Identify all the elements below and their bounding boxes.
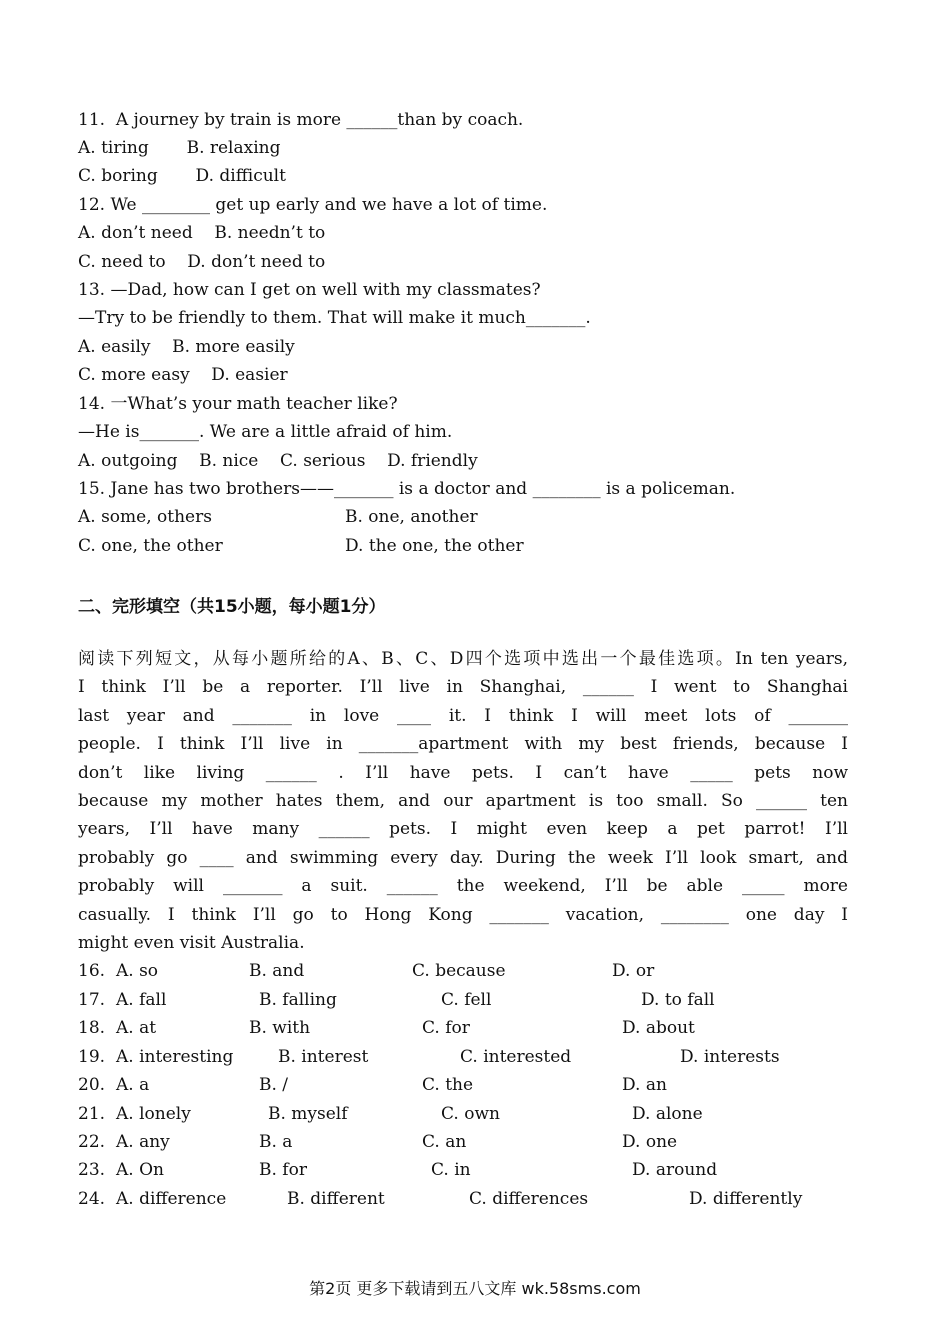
option-c: C. fell xyxy=(441,990,492,1010)
question-15-stem: 15. Jane has two brothers——_______ is a doctor and ________ is a policeman. xyxy=(78,479,736,499)
option-b: B. interest xyxy=(278,1047,369,1067)
option-a: A. fall xyxy=(116,990,167,1010)
page-footer: 第2页 更多下载请到五八文库 wk.58sms.com xyxy=(309,1279,641,1298)
question-number: 20. xyxy=(78,1075,106,1095)
option-b: B. a xyxy=(259,1132,293,1152)
question-15-option-c: C. one, the other xyxy=(78,536,223,556)
question-number: 24. xyxy=(78,1189,106,1209)
option-a: A. at xyxy=(116,1018,157,1038)
question-14-reply: —He is_______. We are a little afraid of him. xyxy=(78,422,453,442)
option-a: A. difference xyxy=(116,1189,227,1209)
option-c: C. the xyxy=(422,1075,474,1095)
passage-line: because my mother hates them, and our apartment is too small. So ______ ten xyxy=(78,791,848,811)
passage-line: people. I think I’ll live in _______apartment with my best friends, because I xyxy=(78,734,848,754)
option-d: D. or xyxy=(612,961,655,981)
question-14-options-row1: A. outgoing B. nice C. serious D. friendly xyxy=(78,451,478,471)
question-12-stem: 12. We ________ get up early and we have a lot of time. xyxy=(78,195,548,215)
option-d: D. alone xyxy=(632,1104,703,1124)
passage-line: I think I’ll be a reporter. I’ll live in Shanghai, ______ I went to Shanghai xyxy=(78,677,848,697)
passage-line: probably will _______ a suit. ______ the weekend, I’ll be able _____ more xyxy=(78,876,848,896)
option-b: B. for xyxy=(259,1160,307,1180)
question-11-stem: 11. A journey by train is more ______than by coach. xyxy=(78,110,524,130)
passage-line: don’t like living ______ . I’ll have pets. I can’t have _____ pets now xyxy=(78,763,848,783)
option-b: B. with xyxy=(249,1018,311,1038)
option-c: C. interested xyxy=(460,1047,572,1067)
option-b: B. / xyxy=(259,1075,289,1095)
option-a: A. lonely xyxy=(116,1104,191,1124)
option-a: A. any xyxy=(116,1132,170,1152)
option-d: D. around xyxy=(632,1160,718,1180)
option-c: C. for xyxy=(422,1018,470,1038)
passage-line: casually. I think I’ll go to Hong Kong _______ vacation, ________ one day I xyxy=(78,905,848,925)
option-c: C. differences xyxy=(469,1189,589,1209)
option-a: A. a xyxy=(116,1075,150,1095)
passage-line: might even visit Australia. xyxy=(78,933,305,953)
passage-line: years, I’ll have many ______ pets. I might even keep a pet parrot! I’ll xyxy=(78,819,848,839)
passage-line: last year and _______ in love ____ it. I think I will meet lots of _______ xyxy=(78,706,848,726)
question-15-option-a: A. some, others xyxy=(78,507,212,527)
option-a: A. interesting xyxy=(116,1047,234,1067)
option-c: C. in xyxy=(431,1160,471,1180)
option-b: B. falling xyxy=(259,990,337,1010)
option-d: D. one xyxy=(622,1132,678,1152)
question-13-options-row1: A. easily B. more easily xyxy=(78,337,295,357)
option-d: D. an xyxy=(622,1075,667,1095)
question-number: 22. xyxy=(78,1132,106,1152)
question-13-reply: —Try to be friendly to them. That will make it much_______. xyxy=(78,308,591,328)
question-number: 18. xyxy=(78,1018,106,1038)
question-15-option-b: B. one, another xyxy=(345,507,478,527)
question-15-option-d: D. the one, the other xyxy=(345,536,524,556)
option-d: D. interests xyxy=(680,1047,780,1067)
question-number: 21. xyxy=(78,1104,106,1124)
question-12-options-row1: A. don’t need B. needn’t to xyxy=(78,223,326,243)
option-d: D. about xyxy=(622,1018,695,1038)
question-14-stem: 14. 一What’s your math teacher like? xyxy=(78,394,398,414)
option-b: B. different xyxy=(287,1189,385,1209)
question-11-options-row2: C. boring D. difficult xyxy=(78,166,286,186)
passage-line: 阅读下列短文，从每小题所给的A、B、C、D四个选项中选出一个最佳选项。In ten years, xyxy=(78,649,848,669)
question-12-options-row2: C. need to D. don’t need to xyxy=(78,252,326,272)
option-d: D. to fall xyxy=(641,990,715,1010)
question-number: 19. xyxy=(78,1047,106,1067)
question-number: 23. xyxy=(78,1160,106,1180)
option-b: B. and xyxy=(249,961,305,981)
option-c: C. own xyxy=(441,1104,500,1124)
question-number: 16. xyxy=(78,961,106,981)
passage-line: probably go ____ and swimming every day. During the week I’ll look smart, and xyxy=(78,848,848,868)
section-heading: 二、完形填空（共15小题，每小题1分） xyxy=(78,597,386,617)
question-13-options-row2: C. more easy D. easier xyxy=(78,365,288,385)
option-d: D. differently xyxy=(689,1189,803,1209)
option-a: A. so xyxy=(116,961,159,981)
option-a: A. On xyxy=(116,1160,164,1180)
option-c: C. because xyxy=(412,961,506,981)
question-number: 17. xyxy=(78,990,106,1010)
option-c: C. an xyxy=(422,1132,467,1152)
option-b: B. myself xyxy=(268,1104,348,1124)
question-11-options-row1: A. tiring B. relaxing xyxy=(78,138,281,158)
question-13-stem: 13. —Dad, how can I get on well with my classmates? xyxy=(78,280,541,300)
